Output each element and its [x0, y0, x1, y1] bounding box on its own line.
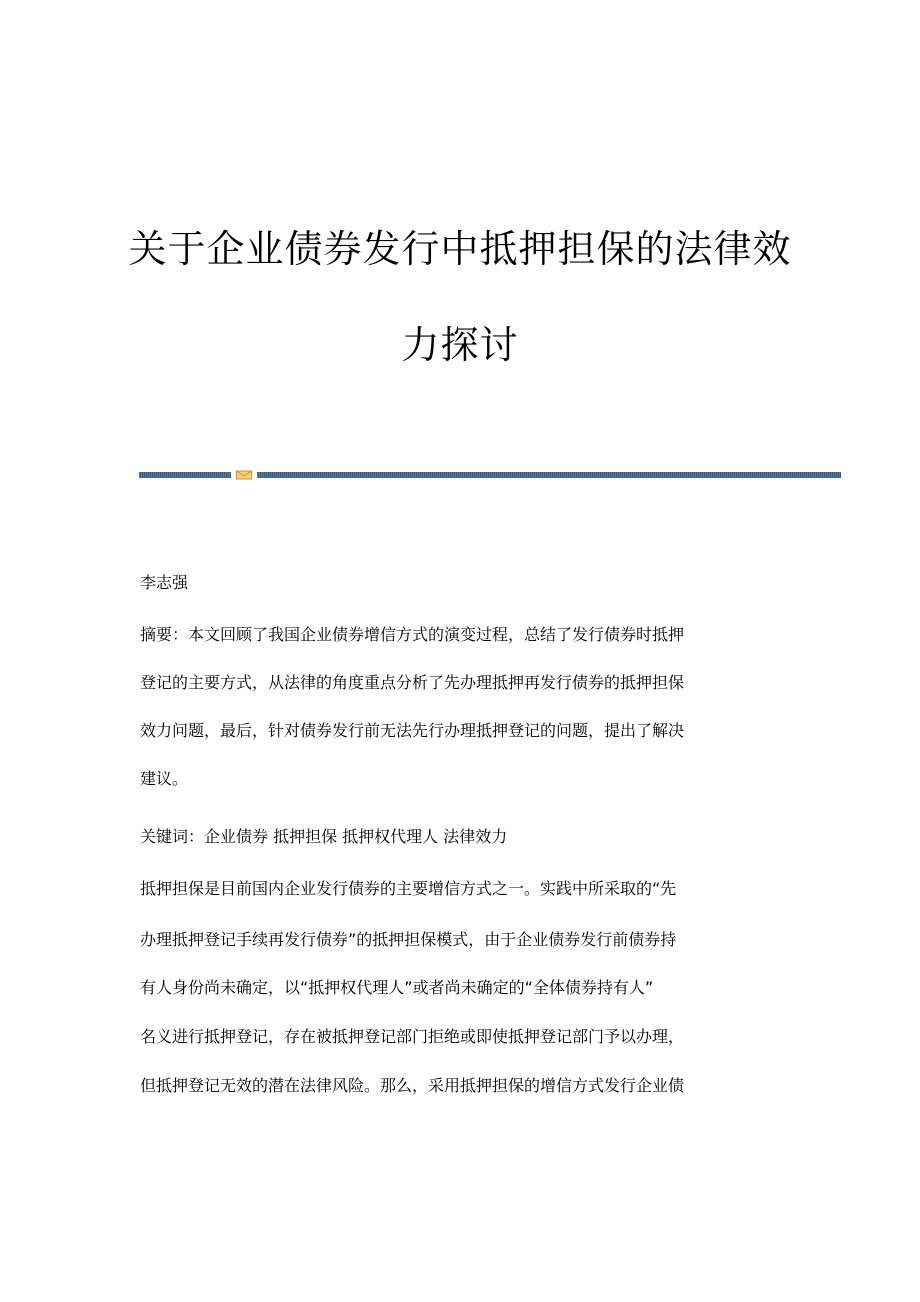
abstract-line: 摘要：本文回顾了我国企业债券增信方式的演变过程，总结了发行债券时抵押 [140, 625, 685, 644]
body-paragraph-line: 有人身份尚未确定，以“抵押权代理人”或者尚未确定的“全体债券持有人” [140, 978, 654, 997]
ornament-icon [236, 470, 252, 480]
page-title-line-2: 力探讨 [401, 323, 519, 367]
abstract-line: 登记的主要方式，从法律的角度重点分析了先办理抵押再发行债券的抵押担保 [140, 673, 685, 692]
body-paragraph-line: 名义进行抵押登记，存在被抵押登记部门拒绝或即使抵押登记部门予以办理， [140, 1027, 685, 1046]
page-title-line-1: 关于企业债券发行中抵押担保的法律效 [128, 227, 792, 271]
author-name: 李志强 [140, 573, 189, 592]
body-paragraph-line: 抵押担保是目前国内企业发行债券的主要增信方式之一。实践中所采取的“先 [140, 879, 677, 898]
abstract-line: 效力问题，最后，针对债券发行前无法先行办理抵押登记的问题，提出了解决 [140, 721, 685, 740]
divider-bar-left [139, 472, 231, 478]
body-paragraph-line: 但抵押登记无效的潜在法律风险。那么，采用抵押担保的增信方式发行企业债 [140, 1076, 685, 1095]
abstract-line: 建议。 [140, 769, 189, 788]
divider-bar-right [257, 472, 841, 478]
title-divider [139, 470, 841, 480]
body-paragraph-line: 办理抵押登记手续再发行债券”的抵押担保模式，由于企业债券发行前债券持 [140, 930, 677, 949]
keywords: 关键词：企业债券 抵押担保 抵押权代理人 法律效力 [140, 827, 508, 846]
